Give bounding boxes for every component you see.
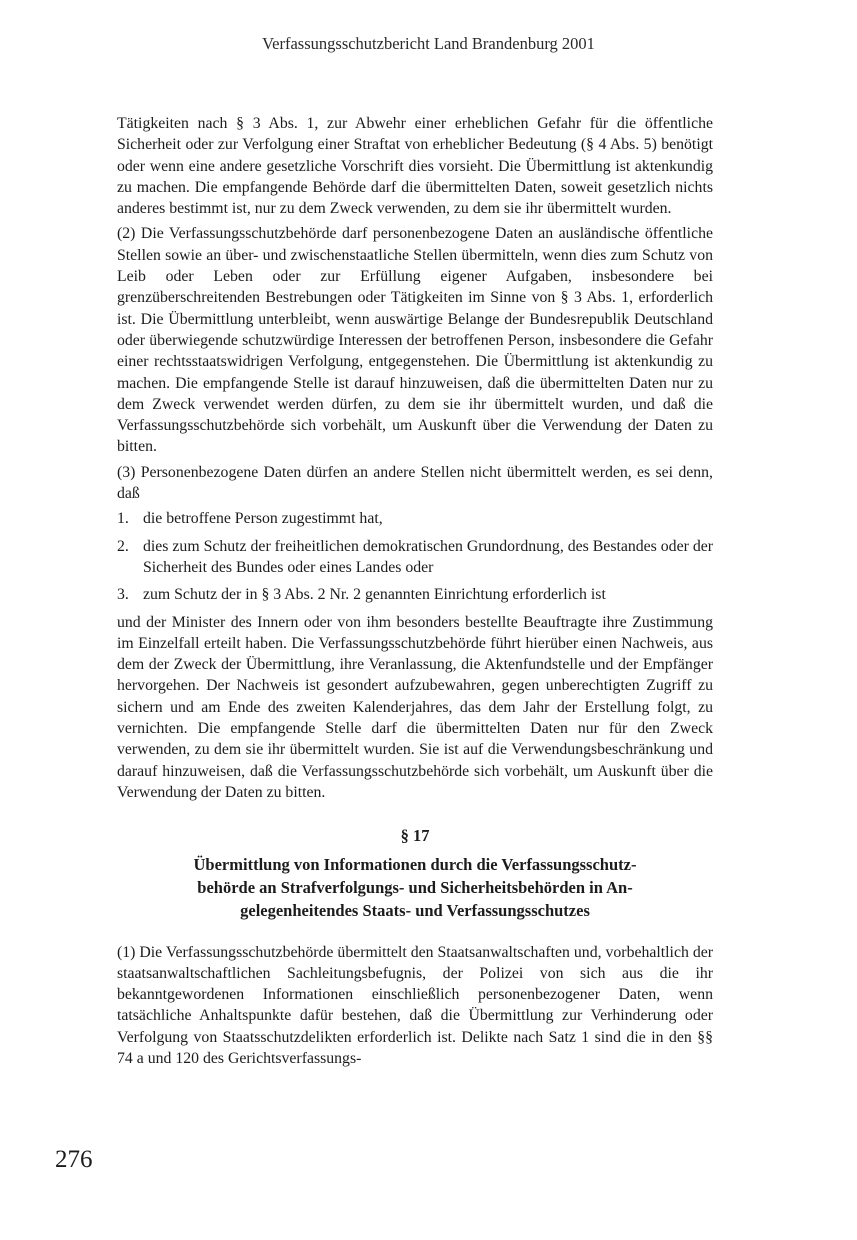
paragraph: und der Minister des Innern oder von ihm besonders bestellte Beauftragte ihre Zustimmung im Einzelfall erteilt haben. Die Verfassungsschutzbehörde führt hierüber einen Nachweis, aus dem der Zweck der Übermittlung, ihre Veranlassung, die Aktenfundstelle und der Empfänger hervorgehen. Der Nachweis ist gesondert aufzubewahren, gegen unberechtigten Zugriff zu sichern und am Ende des zweiten Kalenderjahres, das dem Jahr der Erstellung folgt, zu vernichten. Die empfangende Stelle darf die übermittelten Daten nur für den Zweck verwenden, zu dem sie ihr übermittelt wurden. Sie ist auf die Verwendungsbeschränkung und darauf hinzuweisen, daß die Verfassungsschutzbehörde sich vorbehält, um Auskunft über die Verwendung der Daten zu bitten.	[117, 613, 713, 801]
list-item-number: 2.	[117, 537, 129, 555]
section-title-line: behörde an Strafverfolgungs- und Sicherheitsbehörden in An-	[197, 877, 633, 897]
paragraph: (2) Die Verfassungsschutzbehörde darf personenbezogene Daten an ausländische öffentliche Stellen sowie an über- und zwischenstaatliche Stellen übermitteln, wenn dies zum Schutz von Leib oder Leben oder zur Erfüllung eigener Aufgaben, insbesondere bei grenzüberschreitenden Bestrebungen oder Tätigkeiten im Sinne von § 3 Abs. 1, erforderlich ist. Die Übermittlung unterbleibt, wenn auswärtige Belange der Bundesrepublik Deutschland oder überwiegende schutzwürdige Interessen der betroffenen Person, insbesondere die Gefahr einer rechtsstaatswidrigen Verfolgung, entgegenstehen. Die Übermittlung ist aktenkundig zu machen. Die empfangende Stelle ist darauf hinzuweisen, daß die übermittelten Daten nur zu dem Zweck verwendet werden dürfen, zu dem sie ihr übermittelt wurden, und daß die Verfassungsschutzbehörde sich vorbehält, um Auskunft über die Verwendung der Daten zu bitten.	[117, 225, 713, 456]
list-item-text: dies zum Schutz der freiheitlichen demokratischen Grundordnung, des Bestandes oder der Sicherheit des Bundes oder eines Landes oder	[143, 537, 713, 576]
paragraph: Tätigkeiten nach § 3 Abs. 1, zur Abwehr einer erheblichen Gefahr für die öffentliche Sicherheit oder zur Verfolgung einer Straftat von erheblicher Bedeutung (§ 4 Abs. 5) benötigt oder wenn eine andere gesetzliche Vorschrift dies vorsieht. Die Übermittlung ist aktenkundig zu machen. Die empfangende Behörde darf die übermittelten Daten, soweit gesetzlich nichts anderes bestimmt ist, nur zu dem Zweck verwenden, zu dem sie ihr übermittelt wurden.	[117, 115, 713, 218]
section-title-line: gelegenheitendes Staats- und Verfassungsschutzes	[240, 900, 590, 920]
page-number: 276	[55, 1146, 93, 1173]
section-title-line: Übermittlung von Informationen durch die Verfassungsschutz-	[193, 854, 637, 874]
list-item-number: 1.	[117, 510, 129, 528]
list-item-number: 3.	[117, 586, 129, 604]
page-body	[117, 113, 713, 1073]
list-item-text: die betroffene Person zugestimmt hat,	[143, 510, 383, 528]
paragraph: (3) Personenbezogene Daten dürfen an andere Stellen nicht übermittelt werden, es sei denn, daß	[117, 463, 713, 503]
list-item	[117, 508, 713, 529]
paragraph: (1) Die Verfassungsschutzbehörde übermittelt den Staatsanwaltschaften und, vorbehaltlich der staatsanwaltschaftlichen Sachleitungsbefugnis, der Polizei von sich aus die ihr bekanntgewordenen Informationen einschließlich personenbezogener Daten, wenn tatsächliche Anhaltspunkte dafür bestehen, daß die Übermittlung zur Verhinderung oder Verfolgung von Staatsschutzdelikten erforderlich ist. Delikte nach Satz 1 sind die in den §§ 74 a und 120 des Gerichtsverfassungs-	[117, 943, 713, 1067]
list-item	[117, 584, 713, 605]
running-header: Verfassungsschutzbericht Land Brandenburg 2001	[262, 34, 595, 53]
list-item	[117, 536, 713, 579]
list-item-text: zum Schutz der in § 3 Abs. 2 Nr. 2 genannten Einrichtung erforderlich ist	[143, 586, 606, 604]
section-number: § 17	[400, 826, 430, 846]
section-title	[117, 853, 713, 922]
